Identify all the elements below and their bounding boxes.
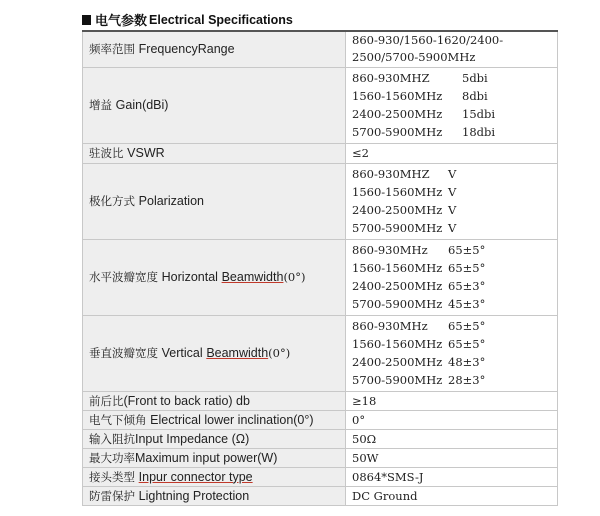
band-value: V	[448, 221, 457, 235]
label-en: Maximum input power(W)	[135, 450, 278, 465]
band: 5700-5900MHz	[352, 221, 443, 235]
polarization-item	[352, 183, 557, 201]
band-value: 18dbi	[462, 125, 496, 139]
label-en: VSWR	[127, 146, 165, 160]
label-front-back	[83, 391, 346, 410]
value-vswr: ≤2	[346, 143, 558, 163]
band-value: V	[448, 167, 457, 181]
row-downtilt	[83, 410, 558, 429]
label-vertical-beamwidth	[83, 315, 346, 391]
row-vertical-beamwidth	[83, 315, 558, 391]
label-impedance	[83, 429, 346, 448]
gain-item	[352, 105, 557, 123]
label-en-underlined: Beamwidth	[221, 270, 284, 284]
label-unit: (0°)	[268, 346, 291, 360]
gain-item	[352, 69, 557, 87]
label-en: Vertical	[161, 346, 203, 360]
label-lightning	[83, 486, 346, 505]
row-vswr	[83, 143, 558, 163]
row-front-back	[83, 391, 558, 410]
polarization-item	[352, 219, 557, 237]
row-lightning	[83, 486, 558, 505]
value-lightning: DC Ground	[346, 486, 558, 505]
horizontal-item	[352, 241, 557, 259]
label-en: Gain	[115, 98, 143, 112]
band-value: 15dbi	[462, 107, 496, 121]
label-zh: 防雷保护	[89, 488, 135, 503]
band: 1560-1560MHz	[352, 261, 443, 275]
band: 2400-2500MHz	[352, 279, 443, 293]
band-value: 28±3°	[448, 373, 486, 387]
value-vertical-beamwidth	[346, 315, 558, 391]
polarization-item	[352, 201, 557, 219]
band-value: V	[448, 203, 457, 217]
gain-item	[352, 123, 557, 141]
band-value: 8dbi	[462, 89, 488, 103]
label-en: Horizontal	[161, 270, 218, 284]
band: 860-930MHZ	[352, 167, 430, 181]
label-zh: 前后比	[89, 393, 124, 408]
row-frequency	[83, 31, 558, 67]
band-value: 65±5°	[448, 243, 486, 257]
label-gain	[83, 67, 346, 143]
value-downtilt: 0°	[346, 410, 558, 429]
label-en: Electrical lower inclination(0°)	[150, 412, 314, 427]
square-bullet-icon	[82, 15, 91, 25]
label-zh: 水平波瓣宽度	[89, 270, 158, 284]
label-zh: 垂直波瓣宽度	[89, 346, 158, 360]
value-connector: 0864*SMS-J	[346, 467, 558, 486]
heading-en: Electrical Specifications	[149, 12, 293, 27]
band-value: V	[448, 185, 457, 199]
label-en: Inpur connector type	[138, 469, 253, 484]
spec-table	[82, 30, 558, 506]
row-impedance	[83, 429, 558, 448]
band-value: 65±5°	[448, 261, 486, 275]
heading-zh: 电气参数	[95, 13, 148, 28]
value-impedance: 50Ω	[346, 429, 558, 448]
vertical-item	[352, 335, 557, 353]
label-zh: 增益	[89, 98, 112, 112]
band-value: 45±3°	[448, 297, 486, 311]
label-zh: 接头类型	[89, 469, 135, 484]
row-polarization	[83, 163, 558, 239]
label-frequency	[83, 31, 346, 67]
band: 2400-2500MHz	[352, 107, 443, 121]
horizontal-item	[352, 295, 557, 313]
label-zh: 最大功率	[89, 450, 135, 465]
value-gain	[346, 67, 558, 143]
label-zh: 输入阻抗	[89, 431, 135, 446]
value-polarization	[346, 163, 558, 239]
label-vswr	[83, 143, 346, 163]
band-value: 65±3°	[448, 279, 486, 293]
band-value: 65±5°	[448, 337, 486, 351]
label-en: Lightning Protection	[138, 488, 250, 503]
value-power: 50W	[346, 448, 558, 467]
row-horizontal-beamwidth	[83, 239, 558, 315]
band: 860-930MHz	[352, 243, 428, 257]
band: 860-930MHz	[352, 319, 428, 333]
label-horizontal-beamwidth	[83, 239, 346, 315]
band: 5700-5900MHz	[352, 373, 443, 387]
label-zh: 频率范围	[89, 42, 135, 57]
label-zh: 电气下倾角	[89, 412, 147, 427]
label-unit: (dBi)	[142, 98, 169, 112]
label-en: (Front to back ratio) db	[123, 393, 250, 408]
band-value: 48±3°	[448, 355, 486, 369]
label-unit: (0°)	[283, 270, 306, 284]
horizontal-item	[352, 259, 557, 277]
band-value: 65±5°	[448, 319, 486, 333]
row-connector	[83, 467, 558, 486]
gain-item	[352, 87, 557, 105]
label-zh: 驻波比	[89, 146, 124, 160]
label-en: Input Impedance (Ω)	[135, 431, 250, 446]
band: 5700-5900MHz	[352, 297, 443, 311]
row-power	[83, 448, 558, 467]
band: 2400-2500MHz	[352, 203, 443, 217]
label-zh: 极化方式	[89, 194, 135, 208]
row-gain	[83, 67, 558, 143]
band: 1560-1560MHz	[352, 185, 443, 199]
label-en: Polarization	[138, 194, 204, 208]
vertical-item	[352, 353, 557, 371]
vertical-item	[352, 317, 557, 335]
label-connector	[83, 467, 346, 486]
band: 2400-2500MHz	[352, 355, 443, 369]
label-en-underlined: Beamwidth	[206, 346, 269, 360]
vertical-item	[352, 371, 557, 389]
band-value: 5dbi	[462, 71, 488, 85]
horizontal-item	[352, 277, 557, 295]
band: 1560-1560MHz	[352, 337, 443, 351]
label-power	[83, 448, 346, 467]
band: 860-930MHZ	[352, 71, 430, 85]
band: 1560-1560MHz	[352, 89, 443, 103]
value-front-back: ≥18	[346, 391, 558, 410]
label-downtilt	[83, 410, 346, 429]
spec-heading	[82, 10, 293, 29]
label-en: FrequencyRange	[138, 42, 235, 57]
band: 5700-5900MHz	[352, 125, 443, 139]
polarization-item	[352, 165, 557, 183]
value-frequency: 860-930/1560-1620/2400-2500/5700-5900MHz	[346, 31, 558, 67]
value-horizontal-beamwidth	[346, 239, 558, 315]
label-polarization	[83, 163, 346, 239]
